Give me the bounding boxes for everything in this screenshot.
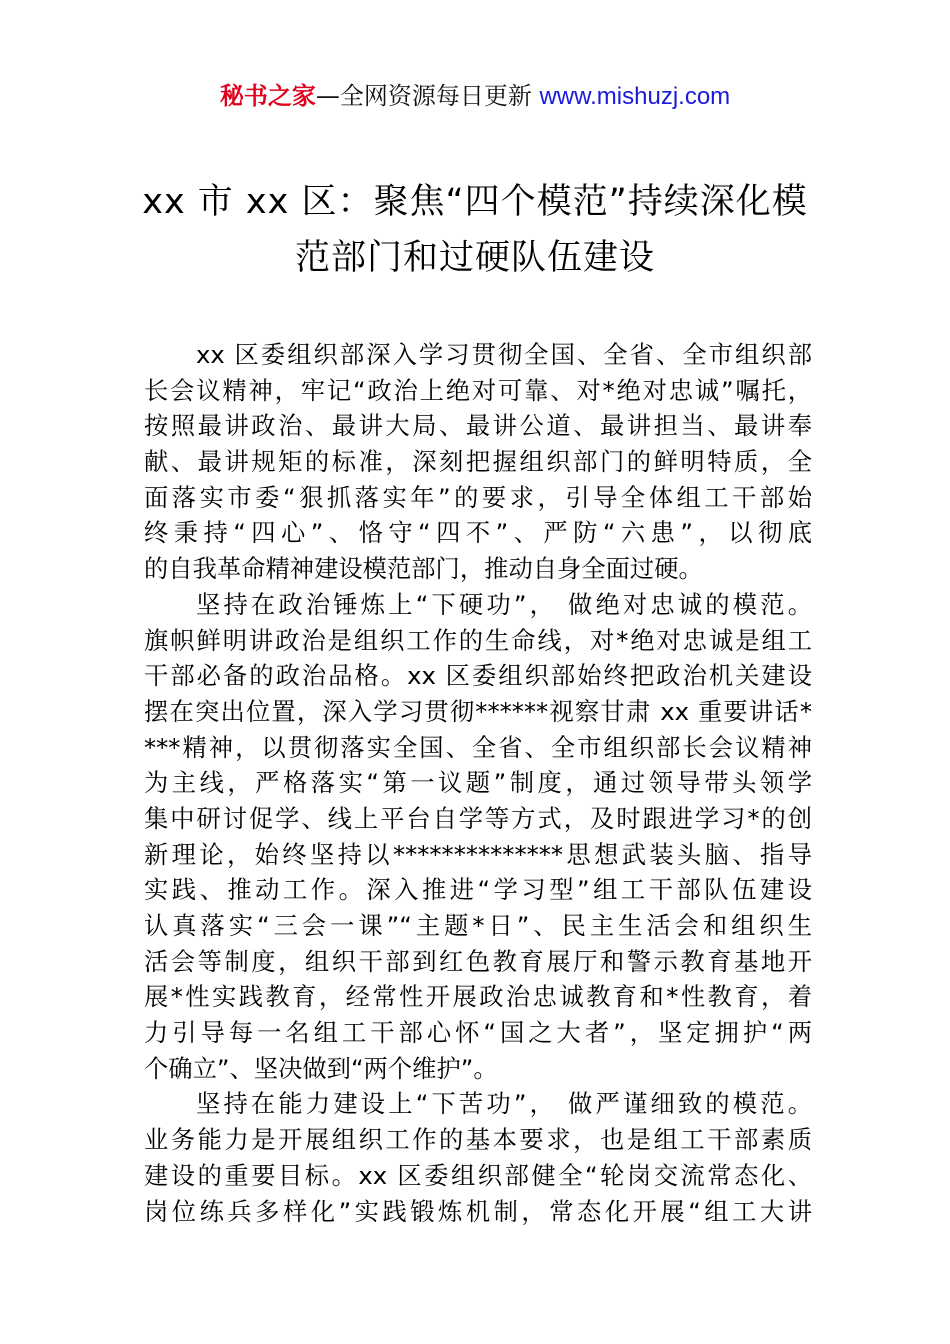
site-header bbox=[0, 80, 950, 113]
paragraph-line: xx 区委组织部深入学习贯彻全国、全省、全市组织部 bbox=[196, 340, 812, 369]
paragraph-line: 干部必备的政治品格。xx 区委组织部始终把政治机关建设 bbox=[144, 661, 812, 691]
article-title-line-1: xx 市 xx 区：聚焦“四个模范”持续深化模 bbox=[142, 182, 808, 222]
paragraph-line: 按照最讲政治、最讲大局、最讲公道、最讲担当、最讲奉 bbox=[144, 411, 812, 441]
article-title bbox=[120, 174, 830, 286]
paragraph-line: 为主线，严格落实“第一议题”制度，通过领导带头领学 bbox=[144, 768, 812, 798]
article-title-line-2: 范部门和过硬队伍建设 bbox=[294, 238, 655, 278]
paragraph-line: 展*性实践教育，经常性开展政治忠诚教育和*性教育，着 bbox=[144, 982, 812, 1012]
paragraph-line: 长会议精神，牢记“政治上绝对可靠、对*绝对忠诚”嘱托， bbox=[144, 375, 812, 405]
paragraph-line: 认真落实“三会一课”“主题*日”、民主生活会和组织生 bbox=[144, 911, 812, 940]
site-brand: 秘书之家 bbox=[219, 82, 316, 110]
paragraph-line: 活会等制度，组织干部到红色教育展厅和警示教育基地开 bbox=[144, 946, 812, 976]
paragraph-line: 坚持在能力建设上“下苦功”， 做严谨细致的模范。 bbox=[196, 1089, 812, 1119]
paragraph-line: 坚持在政治锤炼上“下硬功”， 做绝对忠诚的模范。 bbox=[196, 589, 812, 619]
paragraph-line: 新理论，始终坚持以**************思想武装头脑、指导 bbox=[144, 839, 812, 869]
site-url-link[interactable]: www.mishuzj.com bbox=[539, 83, 731, 110]
site-slogan: —全网资源每日更新 bbox=[315, 82, 540, 110]
paragraph-line: 摆在突出位置，深入学习贯彻******视察甘肃 xx 重要讲话* bbox=[144, 696, 812, 726]
paragraph-line: 业务能力是开展组织工作的基本要求，也是组工干部素质 bbox=[144, 1125, 812, 1155]
paragraph-line: 的自我革命精神建设模范部门，推动自身全面过硬。 bbox=[144, 554, 703, 584]
paragraph-line: 个确立”、坚决做到“两个维护”。 bbox=[144, 1053, 498, 1083]
paragraph-line: 旗帜鲜明讲政治是组织工作的生命线，对*绝对忠诚是组工 bbox=[144, 625, 812, 655]
paragraph-line: 岗位练兵多样化”实践锻炼机制，常态化开展“组工大讲 bbox=[144, 1196, 812, 1226]
paragraph-line: ***精神，以贯彻落实全国、全省、全市组织部长会议精神 bbox=[144, 732, 812, 762]
paragraph-line: 终秉持“四心”、恪守“四不”、严防“六患”，以彻底 bbox=[144, 518, 812, 548]
paragraph-line: 实践、推动工作。深入推进“学习型”组工干部队伍建设 bbox=[144, 875, 812, 905]
paragraph-line: 力引导每一名组工干部心怀“国之大者”，坚定拥护“两 bbox=[144, 1018, 812, 1048]
paragraph-line: 献、最讲规矩的标准，深刻把握组织部门的鲜明特质，全 bbox=[144, 447, 812, 477]
paragraph-line: 建设的重要目标。xx 区委组织部健全“轮岗交流常态化、 bbox=[144, 1160, 812, 1190]
paragraph-line: 集中研讨促学、线上平台自学等方式，及时跟进学习*的创 bbox=[144, 803, 812, 833]
article-body bbox=[144, 337, 812, 1229]
paragraph-line: 面落实市委“狠抓落实年”的要求，引导全体组工干部始 bbox=[144, 482, 812, 512]
